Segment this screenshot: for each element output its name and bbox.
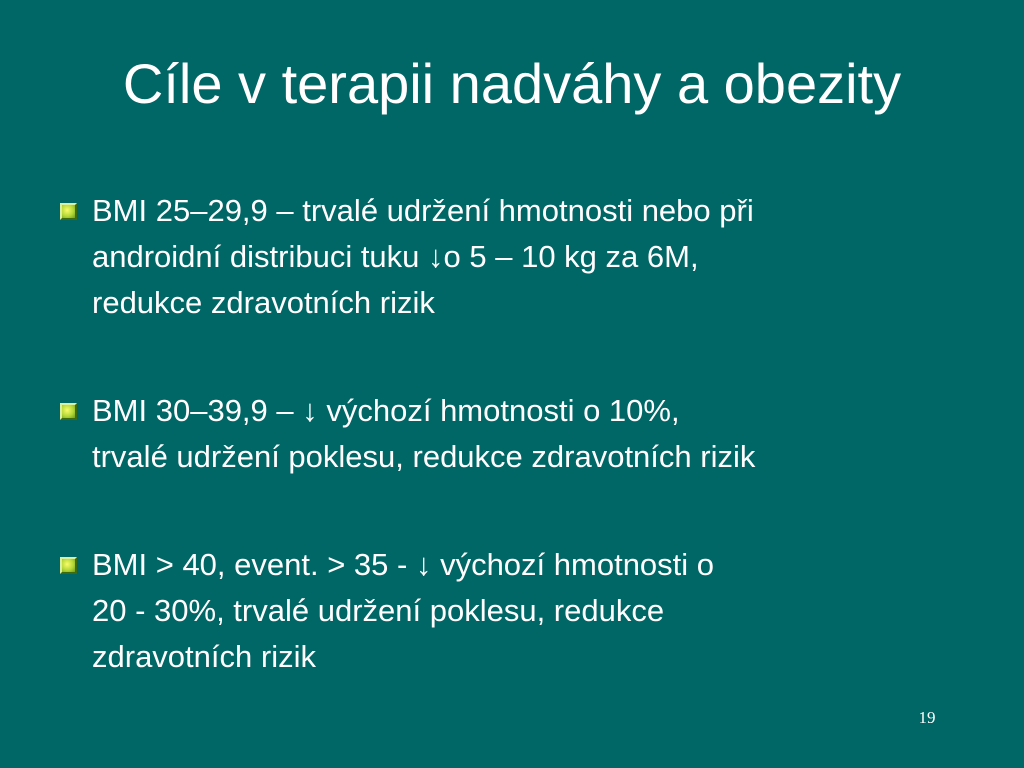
bullet-item [60, 542, 960, 680]
bullet-line: trvalé udržení poklesu, redukce zdravotních rizik [92, 439, 756, 474]
bullet-line: BMI 30–39,9 – ↓ výchozí hmotnosti o 10%, [92, 393, 680, 428]
slide-title: Cíle v terapii nadváhy a obezity [122, 52, 902, 115]
bullet-line: androidní distribuci tuku ↓o 5 – 10 kg za 6M, [92, 239, 699, 274]
bullet-item [60, 388, 960, 480]
bullet-text [92, 188, 960, 326]
bullet-item [60, 188, 960, 326]
bullet-line: BMI 25–29,9 – trvalé udržení hmotnosti nebo při [92, 193, 754, 228]
square-bullet-icon [60, 203, 77, 220]
square-bullet-icon [60, 557, 77, 574]
bullet-list [60, 188, 960, 680]
bullet-text [92, 542, 960, 680]
bullet-line: BMI > 40, event. > 35 - ↓ výchozí hmotnosti o [92, 547, 715, 582]
square-bullet-icon [60, 403, 77, 420]
bullet-text [92, 388, 960, 480]
bullet-line: redukce zdravotních rizik [92, 285, 435, 320]
bullet-line: 20 - 30%, trvalé udržení poklesu, redukce [92, 593, 665, 628]
page-number: 19 [918, 708, 936, 727]
bullet-line: zdravotních rizik [92, 639, 316, 674]
